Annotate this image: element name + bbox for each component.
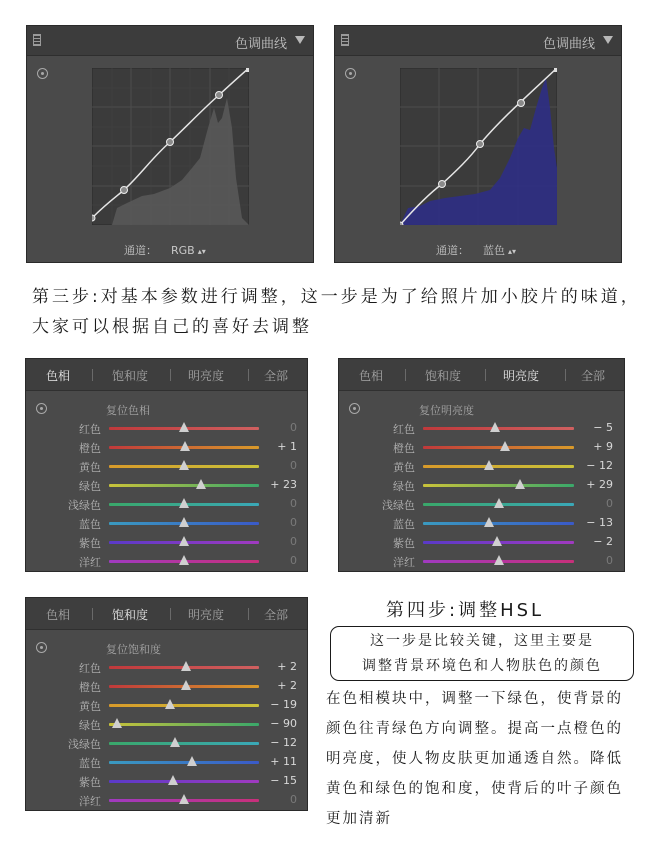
slider-row	[339, 419, 624, 438]
slider-value[interactable]: − 90	[270, 717, 297, 730]
curve-endpoint	[246, 68, 249, 72]
curve-graph[interactable]	[400, 68, 557, 225]
tab-all[interactable]: 全部	[264, 369, 289, 383]
slider-row	[339, 552, 624, 571]
slider-value[interactable]: + 9	[593, 440, 613, 453]
panel-header[interactable]	[27, 26, 313, 56]
hsl-panel-saturation	[25, 597, 308, 811]
slider-thumb[interactable]	[168, 775, 178, 785]
tab-hue[interactable]: 色相	[359, 369, 384, 383]
channel-value[interactable]: RGB	[171, 244, 195, 257]
channel-label: 通道：	[124, 244, 157, 257]
slider-thumb[interactable]	[187, 756, 197, 766]
slider-label: 绿色	[393, 480, 415, 493]
reset-button[interactable]: 复位色相	[106, 404, 150, 417]
tab-divider	[405, 369, 406, 381]
slider-thumb[interactable]	[484, 517, 494, 527]
slider-thumb[interactable]	[500, 441, 510, 451]
slider-thumb[interactable]	[165, 699, 175, 709]
slider-value[interactable]: − 13	[586, 516, 613, 529]
slider-value[interactable]: 0	[290, 535, 297, 548]
slider-row	[26, 658, 307, 677]
panel-header[interactable]	[335, 26, 621, 56]
slider-thumb[interactable]	[179, 555, 189, 565]
slider-row	[339, 457, 624, 476]
slider-row	[339, 438, 624, 457]
tab-divider	[92, 369, 93, 381]
slider-track[interactable]	[109, 704, 259, 707]
slider-value[interactable]: 0	[290, 497, 297, 510]
slider-thumb[interactable]	[515, 479, 525, 489]
tab-saturation[interactable]: 饱和度	[112, 608, 149, 622]
panel-title: 色调曲线	[234, 37, 287, 52]
slider-row	[339, 495, 624, 514]
slider-thumb[interactable]	[492, 536, 502, 546]
slider-label: 红色	[79, 662, 101, 675]
tab-divider	[170, 608, 171, 620]
slider-label: 绿色	[79, 719, 101, 732]
slider-label: 黄色	[79, 700, 101, 713]
channel-selector[interactable]	[124, 242, 206, 258]
slider-track[interactable]	[109, 723, 259, 726]
slider-row	[26, 495, 307, 514]
tab-divider	[248, 369, 249, 381]
slider-value[interactable]: + 1	[277, 440, 297, 453]
panel-grip-icon[interactable]	[33, 34, 41, 46]
slider-value[interactable]: + 11	[270, 755, 297, 768]
slider-thumb[interactable]	[196, 479, 206, 489]
panel-grip-icon[interactable]	[341, 34, 349, 46]
slider-track[interactable]	[423, 465, 574, 468]
slider-thumb[interactable]	[179, 517, 189, 527]
curve-point	[477, 141, 484, 148]
curve-point	[121, 187, 128, 194]
slider-value[interactable]: 0	[606, 554, 613, 567]
slider-thumb[interactable]	[179, 498, 189, 508]
callout-line-1: 这一步是比较关键，这里主要是	[370, 633, 594, 649]
slider-value[interactable]: − 12	[586, 459, 613, 472]
slider-thumb[interactable]	[484, 460, 494, 470]
tab-saturation[interactable]: 饱和度	[425, 369, 462, 383]
slider-thumb[interactable]	[181, 661, 191, 671]
slider-thumb[interactable]	[170, 737, 180, 747]
curve-point	[92, 215, 95, 221]
slider-value[interactable]: 0	[290, 421, 297, 434]
slider-track[interactable]	[423, 446, 574, 449]
slider-label: 紫色	[79, 537, 101, 550]
hsl-panel-luminance	[338, 358, 625, 572]
slider-label: 红色	[79, 423, 101, 436]
tab-divider	[170, 369, 171, 381]
slider-label: 橙色	[393, 442, 415, 455]
channel-value[interactable]: 蓝色	[483, 244, 505, 257]
curve-point	[167, 139, 174, 146]
slider-value[interactable]: 0	[290, 793, 297, 806]
targeted-adjustment-icon[interactable]	[36, 642, 47, 653]
slider-value[interactable]: + 29	[586, 478, 613, 491]
reset-button[interactable]: 复位饱和度	[106, 643, 161, 656]
slider-thumb[interactable]	[180, 441, 190, 451]
slider-value[interactable]: + 2	[277, 679, 297, 692]
slider-row	[339, 476, 624, 495]
tab-saturation[interactable]: 饱和度	[112, 369, 149, 383]
tab-all[interactable]: 全部	[581, 369, 606, 383]
slider-label: 蓝色	[393, 518, 415, 531]
slider-row	[339, 514, 624, 533]
slider-row	[26, 533, 307, 552]
up-down-arrows-icon[interactable]: ▴▾	[508, 247, 517, 256]
slider-row	[26, 696, 307, 715]
slider-row	[26, 438, 307, 457]
slider-value[interactable]: 0	[290, 554, 297, 567]
slider-label: 浅绿色	[68, 738, 101, 751]
slider-row	[26, 457, 307, 476]
slider-thumb[interactable]	[181, 680, 191, 690]
slider-label: 蓝色	[79, 518, 101, 531]
slider-value[interactable]: + 2	[277, 660, 297, 673]
reset-button[interactable]: 复位明亮度	[419, 404, 474, 417]
slider-thumb[interactable]	[179, 794, 189, 804]
slider-track[interactable]	[109, 761, 259, 764]
tab-all[interactable]: 全部	[264, 608, 289, 622]
channel-label: 通道：	[436, 244, 469, 257]
step3-paragraph: 第三步:对基本参数进行调整，这一步是为了给照片加小胶片的味道，大家可以根据自己的喜好去调整	[32, 287, 641, 337]
slider-track[interactable]	[109, 780, 259, 783]
slider-row	[339, 533, 624, 552]
slider-row	[26, 753, 307, 772]
slider-label: 绿色	[79, 480, 101, 493]
slider-label: 洋红	[79, 556, 101, 569]
slider-label: 洋红	[79, 795, 101, 808]
panel-title: 色调曲线	[542, 37, 595, 52]
slider-value[interactable]: − 2	[593, 535, 613, 548]
slider-row	[26, 715, 307, 734]
hsl-tab-bar	[339, 359, 624, 391]
slider-label: 浅绿色	[382, 499, 415, 512]
slider-track[interactable]	[423, 522, 574, 525]
slider-label: 黄色	[393, 461, 415, 474]
slider-track[interactable]	[109, 742, 259, 745]
slider-label: 红色	[393, 423, 415, 436]
slider-label: 浅绿色	[68, 499, 101, 512]
slider-value[interactable]: − 12	[270, 736, 297, 749]
collapse-triangle-icon[interactable]	[295, 36, 305, 44]
slider-row	[26, 734, 307, 753]
slider-value[interactable]: 0	[290, 459, 297, 472]
slider-thumb[interactable]	[179, 536, 189, 546]
targeted-adjustment-icon[interactable]	[36, 403, 47, 414]
slider-row	[26, 791, 307, 810]
slider-row	[26, 514, 307, 533]
slider-row	[26, 552, 307, 571]
tab-divider	[248, 608, 249, 620]
hsl-panel-hue	[25, 358, 308, 572]
slider-row	[26, 677, 307, 696]
slider-row	[26, 476, 307, 495]
slider-row	[26, 772, 307, 791]
slider-label: 橙色	[79, 681, 101, 694]
slider-thumb[interactable]	[179, 422, 189, 432]
slider-value[interactable]: 0	[290, 516, 297, 529]
hsl-tab-bar	[26, 359, 307, 391]
slider-row	[26, 419, 307, 438]
targeted-adjustment-icon[interactable]	[37, 68, 48, 79]
targeted-adjustment-icon[interactable]	[345, 68, 356, 79]
slider-label: 紫色	[79, 776, 101, 789]
slider-thumb[interactable]	[179, 460, 189, 470]
curve-point	[216, 92, 223, 99]
callout-line-2: 调整背景环境色和人物肤色的颜色	[362, 658, 602, 674]
up-down-arrows-icon[interactable]: ▴▾	[197, 247, 206, 256]
tone-curve-panel-rgb	[26, 25, 314, 263]
tab-luminance[interactable]: 明亮度	[188, 369, 225, 383]
slider-thumb[interactable]	[494, 555, 504, 565]
tab-divider	[565, 369, 566, 381]
slider-label: 蓝色	[79, 757, 101, 770]
slider-value[interactable]: − 19	[270, 698, 297, 711]
step4-callout-box	[330, 626, 634, 681]
slider-track[interactable]	[109, 484, 259, 487]
curve-point	[518, 100, 525, 107]
collapse-triangle-icon[interactable]	[603, 36, 613, 44]
slider-label: 橙色	[79, 442, 101, 455]
slider-value[interactable]: − 15	[270, 774, 297, 787]
curve-endpoint	[554, 68, 557, 72]
tab-hue[interactable]: 色相	[46, 369, 71, 383]
step4-description: 在色相模块中，调整一下绿色，使背景的颜色往青绿色方向调整。提高一点橙色的明亮度，使人物皮肤更加通透自然。降低黄色和绿色的饱和度，使背后的叶子颜色更加清新	[326, 691, 623, 827]
slider-value[interactable]: + 23	[270, 478, 297, 491]
tone-curve-panel-blue	[334, 25, 622, 263]
targeted-adjustment-icon[interactable]	[349, 403, 360, 414]
slider-thumb[interactable]	[490, 422, 500, 432]
tab-luminance[interactable]: 明亮度	[503, 369, 540, 383]
hsl-tab-bar	[26, 598, 307, 630]
slider-track[interactable]	[423, 484, 574, 487]
tab-divider	[485, 369, 486, 381]
tab-hue[interactable]: 色相	[46, 608, 71, 622]
slider-label: 紫色	[393, 537, 415, 550]
tab-divider	[92, 608, 93, 620]
slider-label: 洋红	[393, 556, 415, 569]
slider-thumb[interactable]	[112, 718, 122, 728]
tab-luminance[interactable]: 明亮度	[188, 608, 225, 622]
slider-thumb[interactable]	[494, 498, 504, 508]
channel-selector[interactable]	[436, 242, 516, 258]
curve-point	[439, 181, 446, 188]
slider-value[interactable]: − 5	[593, 421, 613, 434]
slider-value[interactable]: 0	[606, 497, 613, 510]
curve-graph[interactable]	[92, 68, 249, 225]
step4-title: 第四步:调整HSL	[386, 600, 545, 621]
slider-label: 黄色	[79, 461, 101, 474]
